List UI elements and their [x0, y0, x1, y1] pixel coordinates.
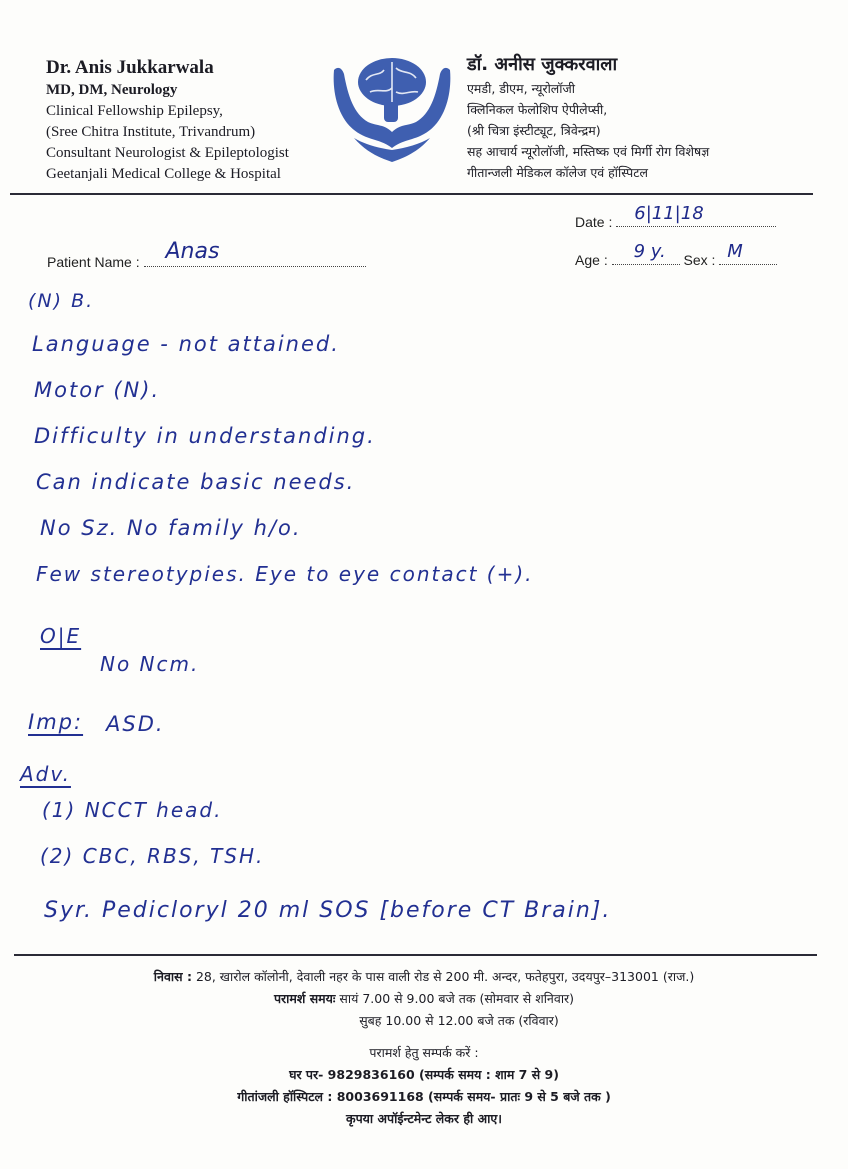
hours-weekday: सायं 7.00 से 9.00 बजे तक (सोमवार से शनिवार) [339, 991, 575, 1006]
date-field: Date : 6|11|18 [575, 212, 776, 230]
impression-value: ASD. [106, 712, 165, 736]
oe-findings: No Ncm. [100, 652, 200, 676]
patient-name-label: Patient Name [47, 254, 132, 270]
sex-value: M [727, 241, 743, 262]
note-line-3: Motor (N). [34, 378, 161, 402]
address-line [0, 966, 848, 988]
doctor-degree: MD, DM, Neurology [46, 82, 178, 98]
doctor-fellowship-hindi: क्लिनिकल फेलोशिप ऐपीलेप्सी, [467, 102, 608, 117]
advice-heading: Adv. [20, 762, 71, 786]
sex-label: Sex [683, 252, 708, 268]
doctor-fellowship: Clinical Fellowship Epilepsy, [46, 103, 223, 119]
address-text: 28, खारोल कॉलोनी, देवाली नहर के पास वाली रोड से 200 मी. अन्दर, फतेहपुरा, उदयपुर–313001 (राज.) [195, 969, 695, 984]
advice-item-2: (2) CBC, RBS, TSH. [40, 844, 265, 868]
doctor-degree-hindi: एमडी, डीएम, न्यूरोलॉजी [467, 81, 576, 96]
note-line-2: Language - not attained. [32, 332, 340, 356]
age-sex-field: Age : 9 y. Sex : M [575, 250, 777, 268]
hours-label: परामर्श समयः [273, 991, 336, 1006]
doctor-hospital: Geetanjali Medical College & Hospital [46, 166, 281, 182]
doctor-name-hindi: डॉ. अनीस जुक्करवाला [467, 54, 618, 75]
doctor-info-english [46, 56, 289, 185]
doctor-info-hindi [467, 52, 709, 183]
patient-name-field: Patient Name : Anas [47, 252, 366, 270]
advice-item-1: (1) NCCT head. [42, 798, 223, 822]
home-contact: घर पर- 9829836160 (सम्पर्क समय : शाम 7 से 9) [289, 1067, 559, 1082]
footer [0, 966, 848, 1130]
hours-sunday: सुबह 10.00 से 12.00 बजे तक (रविवार) [359, 1013, 559, 1028]
advice-item-3: Syr. Pedicloryl 20 ml SOS [before CT Brain]. [44, 898, 612, 923]
note-line-1: (N) B. [28, 290, 95, 312]
patient-name-value: Anas [165, 239, 220, 264]
doctor-hospital-hindi: गीतान्जली मेडिकल कॉलेज एवं हॉस्पिटल [467, 165, 649, 180]
hours-line [0, 988, 848, 1010]
header-divider [10, 193, 813, 195]
brain-hands-logo-icon [330, 52, 454, 164]
date-label: Date [575, 214, 605, 230]
age-label: Age [575, 252, 600, 268]
hospital-contact: गीतांजली हॉस्पिटल : 8003691168 (सम्पर्क समय- प्रातः 9 से 5 बजे तक ) [237, 1089, 611, 1104]
note-line-5: Can indicate basic needs. [36, 470, 356, 494]
doctor-role: Consultant Neurologist & Epileptologist [46, 145, 289, 161]
footer-divider [14, 954, 817, 956]
note-line-6: No Sz. No family h/o. [40, 516, 302, 540]
impression-heading: Imp: [28, 710, 84, 734]
doctor-institute-hindi: (श्री चित्रा इंस्टीट्यूट, त्रिवेन्द्रम) [467, 123, 601, 138]
address-label: निवास : [153, 969, 192, 984]
oe-heading: O|E [40, 624, 82, 648]
doctor-institute: (Sree Chitra Institute, Trivandrum) [46, 124, 256, 140]
doctor-role-hindi: सह आचार्य न्यूरोलॉजी, मस्तिष्क एवं मिर्गी रोग विशेषज्ञ [467, 144, 710, 159]
note-line-4: Difficulty in understanding. [34, 424, 376, 448]
doctor-name: Dr. Anis Jukkarwala [46, 57, 214, 78]
age-value: 9 y. [633, 241, 666, 262]
contact-heading: परामर्श हेतु सम्पर्क करें : [369, 1045, 479, 1060]
note-line-7: Few stereotypies. Eye to eye contact (+). [36, 562, 534, 586]
date-value: 6|11|18 [634, 203, 704, 224]
appointment-note: कृपया अपॉईन्टमेन्ट लेकर ही आए। [345, 1111, 503, 1126]
